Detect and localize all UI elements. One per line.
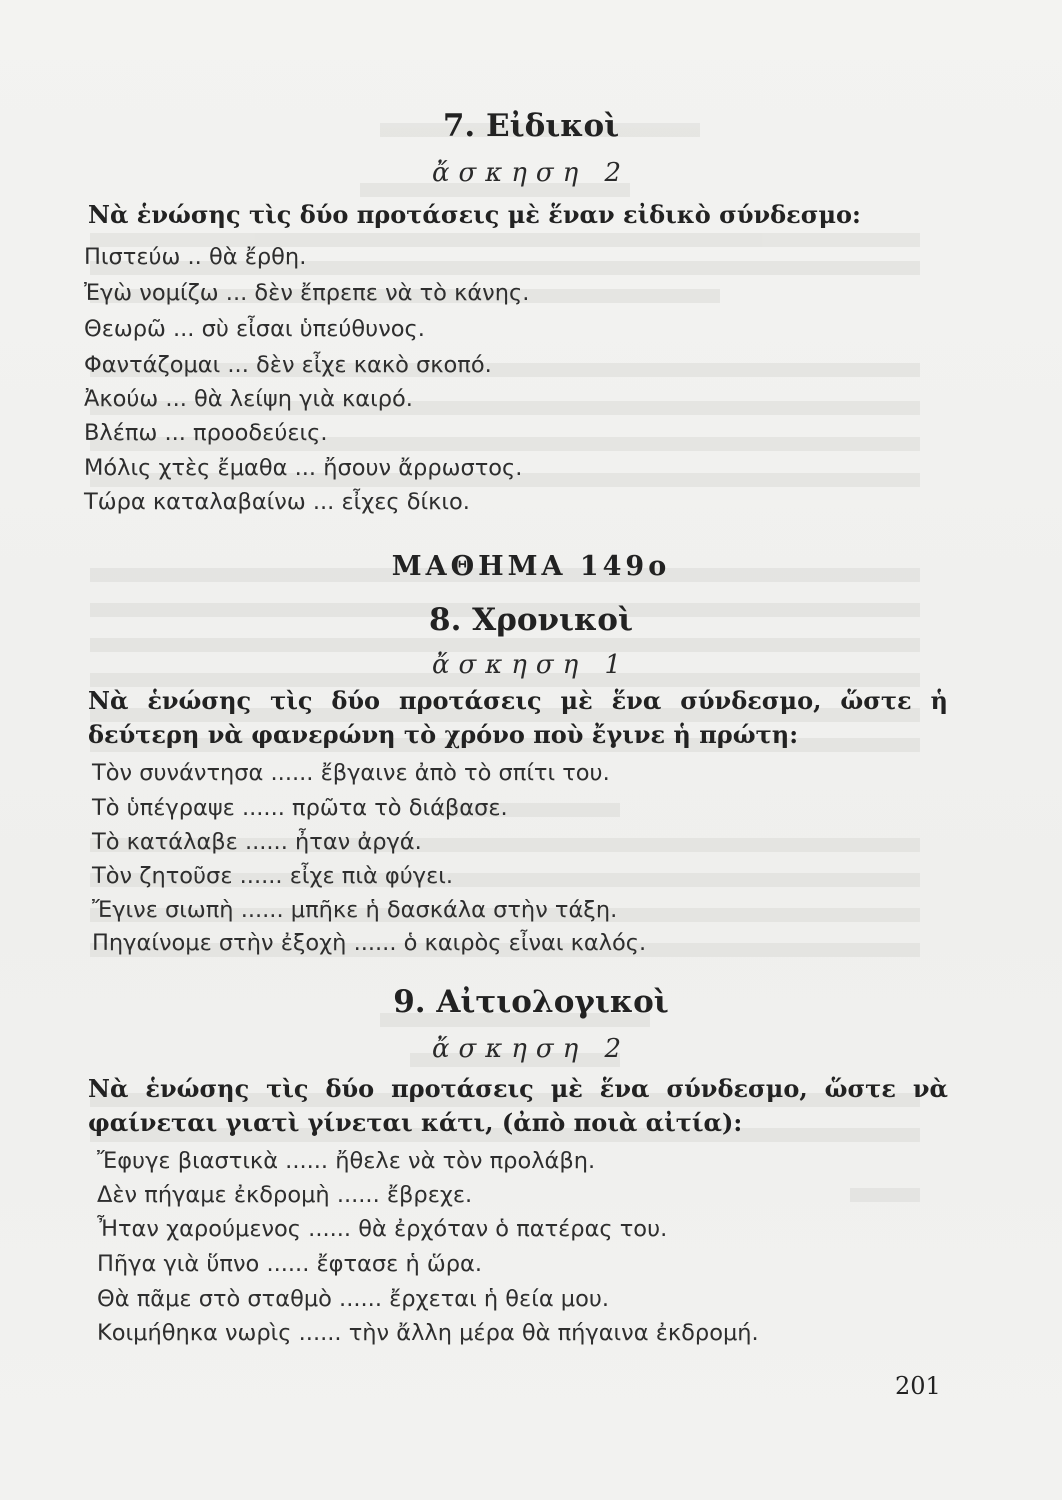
section-7-exercise: ἄσκηση 2 xyxy=(431,158,631,188)
section-7-instruction: Νὰ ἑνώσης τὶς δύο προτάσεις μὲ ἕναν εἰδικὸ σύνδεσμο: xyxy=(88,200,861,229)
exercise-line: Πῆγα γιὰ ὕπνο ...... ἔφτασε ἡ ὥρα. xyxy=(97,1251,482,1277)
exercise-line: Βλέπω ... προοδεύεις. xyxy=(84,420,328,446)
section-9-exercise: ἄσκηση 2 xyxy=(431,1034,631,1064)
section-9-title: 9. Αἰτιολογικοὶ xyxy=(393,984,669,1020)
lesson-heading: ΜΑΘΗΜΑ 149ο xyxy=(391,551,671,582)
section-8-instruction: Νὰ ἑνώσης τὶς δύο προτάσεις μὲ ἕνα σύνδεσμο, ὥστε ἡ δεύτερη νὰ φανερώνη τὸ χρόνο ποὺ ἔγινε ἡ πρώτη: xyxy=(88,686,948,749)
exercise-line: Πιστεύω .. θὰ ἔρθη. xyxy=(84,244,307,270)
exercise-line: Θεωρῶ ... σὺ εἶσαι ὑπεύθυνος. xyxy=(84,316,425,342)
section-8-exercise: ἄσκηση 1 xyxy=(431,650,631,680)
exercise-line: Δὲν πήγαμε ἐκδρομὴ ...... ἔβρεχε. xyxy=(97,1182,473,1208)
exercise-line: Μόλις χτὲς ἔμαθα ... ἤσουν ἄρρωστος. xyxy=(84,455,523,481)
exercise-line: Τὸ ὑπέγραψε ...... πρῶτα τὸ διάβασε. xyxy=(92,795,508,821)
exercise-line: Κοιμήθηκα νωρὶς ...... τὴν ἄλλη μέρα θὰ πήγαινα ἐκδρομή. xyxy=(97,1320,759,1346)
exercise-line: Ἐγὼ νομίζω ... δὲν ἔπρεπε νὰ τὸ κάνης. xyxy=(84,280,530,306)
exercise-line: Φαντάζομαι ... δὲν εἶχε κακὸ σκοπό. xyxy=(84,352,492,378)
exercise-line: Ἀκούω ... θὰ λείψη γιὰ καιρό. xyxy=(84,386,413,412)
exercise-line: Τὸ κατάλαβε ...... ἦταν ἀργά. xyxy=(92,829,422,855)
section-9-instruction: Νὰ ἑνώσης τὶς δύο προτάσεις μὲ ἕνα σύνδεσμο, ὥστε νὰ φαίνεται γιατὶ γίνεται κάτι, (ἀπὸ ποιὰ αἰτία): xyxy=(88,1074,948,1137)
exercise-line: Πηγαίνομε στὴν ἐξοχὴ ...... ὁ καιρὸς εἶναι καλός. xyxy=(92,930,647,956)
exercise-line: Τὸν ζητοῦσε ...... εἶχε πιὰ φύγει. xyxy=(92,863,454,889)
exercise-line: Ἔφυγε βιαστικὰ ...... ἤθελε νὰ τὸν προλάβη. xyxy=(97,1148,596,1174)
exercise-line: Ἔγινε σιωπὴ ...... μπῆκε ἡ δασκάλα στὴν τάξη. xyxy=(92,897,618,923)
section-7-title: 7. Εἰδικοὶ xyxy=(442,108,620,144)
section-8-title: 8. Χρονικοὶ xyxy=(429,602,633,638)
exercise-line: Τὸν συνάντησα ...... ἔβγαινε ἀπὸ τὸ σπίτι του. xyxy=(92,760,610,786)
exercise-line: Τώρα καταλαβαίνω ... εἶχες δίκιο. xyxy=(84,489,470,515)
exercise-line: Θὰ πᾶμε στὸ σταθμὸ ...... ἔρχεται ἡ θεία μου. xyxy=(97,1286,610,1312)
page-number: 201 xyxy=(895,1372,941,1400)
exercise-line: Ἦταν χαρούμενος ...... θὰ ἐρχόταν ὁ πατέρας του. xyxy=(97,1216,668,1242)
